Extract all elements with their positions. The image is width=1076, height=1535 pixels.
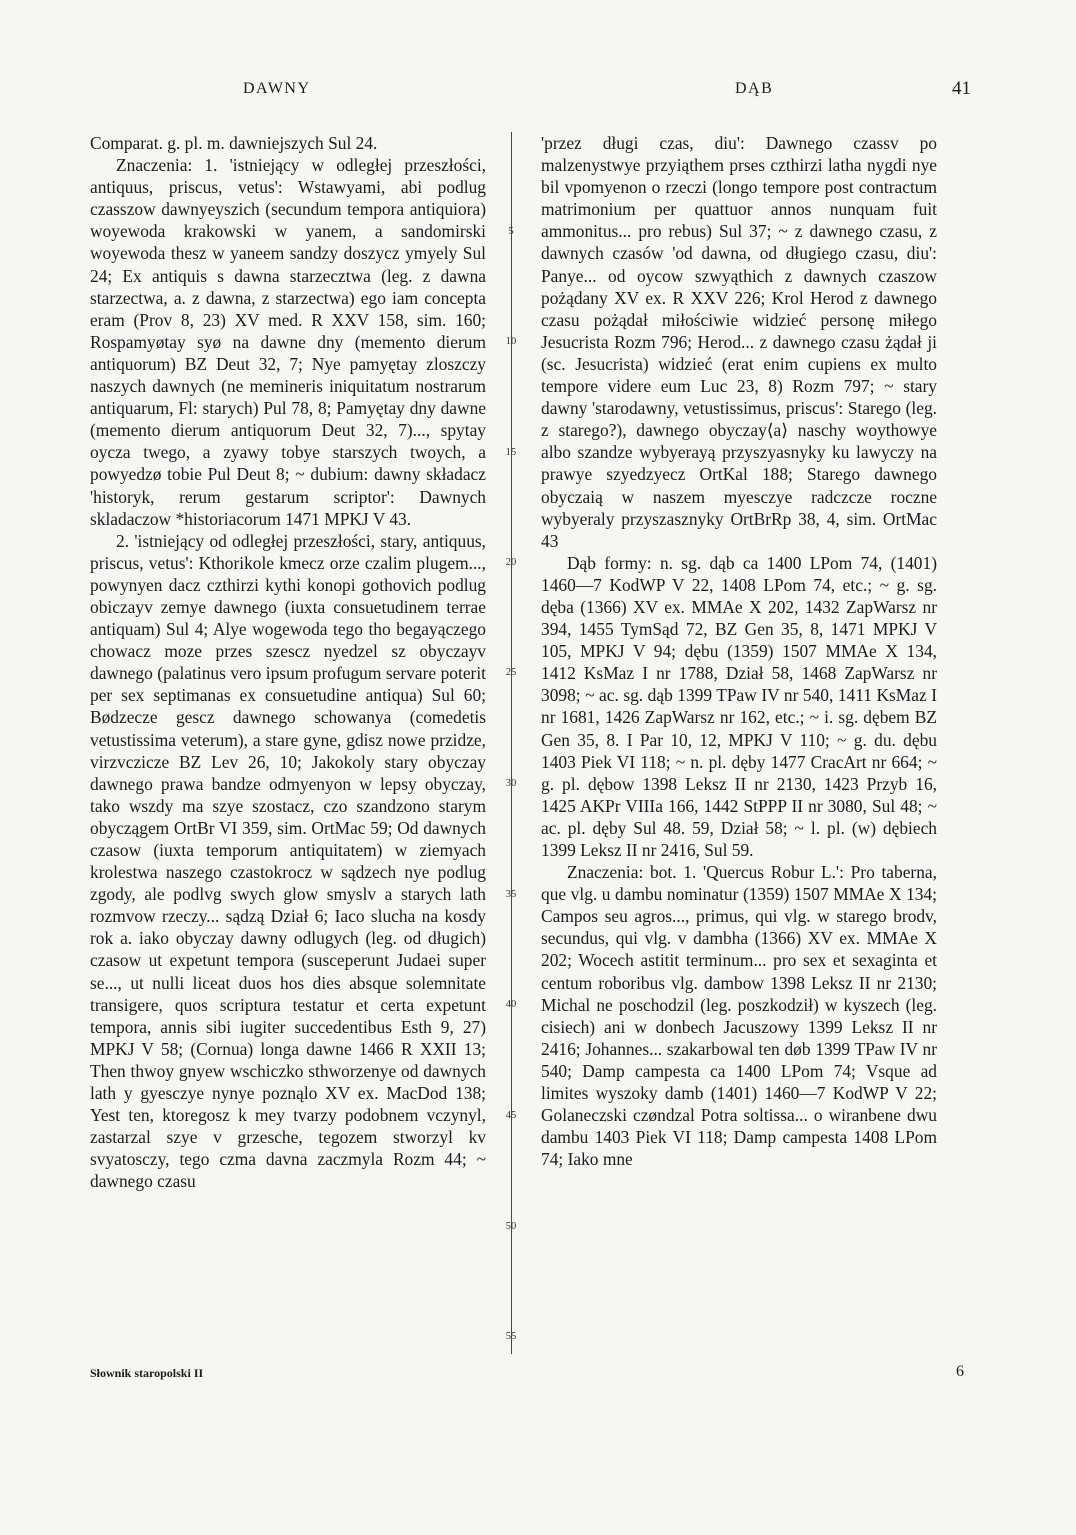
line-number: 50 — [505, 1221, 517, 1232]
entry-paragraph: 2. 'istniejący od odległej przeszłości, stary, antiquus, priscus, vetus': Kthorikole kmecz orze czalim plugem..., powynyen dacz czthirzi kythi konopi gothovich podlug obiczayv zemye dawnego (iuxta consuetudinem terrae antiquam) Sul 4; Alye wogewoda tego tho begayączego chowacz moze przes szescz nyedzel sz obyczayv dawnego (palatinus vero ipsum profugum servare poterit per sex septimanas ex consuetudine antiqua) Sul 60; Bødzecze gescz dawnego schowanya (comedetis vetustissima veterum), a stare gyne, gdisz nowe przidze, virzvczicze BZ Lev 26, 10; Jakokoly stary obyczay dawnego prawa bandze odmyenyon w lepsy obyczay, tako wszdy ma szye szostacz, czo szandzono starym obyczągem OrtBr VI 359, sim. OrtMac 59; Od dawnych czasow (iuxta temporum antiquitatem) w ziemyach krolestwa naszego czastokrocz w sądzech nye podlug zgody, ale podlvg swych glow smyslv a starych lath rozmvow rzeczy... sądzą Dział 6; Iaco slucha na kosdy rok a. iako obyczay dawny odlugych (leg. od długich) czasow ut expetunt tempora (susceperunt Judaei super se..., ut nulli liceat duos hos dies absque solemnitate transigere, quos scriptura testatur et certa expetunt tempora, annis sibi iugiter succedentibus Esth 9, 27) MPKJ V 58; (Cornua) longa dawne 1466 R XXII 13; Then thwoy gnyew wschiczko sthworzenye od dawnych lath y gyesczye nynye poznąlo XV ex. MacDod 138; Yest ten, ktoregosz k mey tvarzy podobnem vczynyl, zastarzal szye v grzesche, tegozem stworzyl kv svyatosczy, tego czma davna zaczmyla Rozm 44; ~ dawnego czasu — [90, 530, 486, 1192]
right-column — [541, 132, 937, 1170]
headword-entry-dab: Dąb formy: n. sg. dąb ca 1400 LPom 74, (1401) 1460—7 KodWP V 22, 1408 LPom 74, etc.; ~ g. sg. dęba (1366) XV ex. MMAe X 202, 1432 ZapWarsz nr 394, 1455 TymSąd 72, BZ Gen 35, 8, 1471 MPKJ V 105, MPKJ V 94; dębu (1359) 1507 MMAe X 134, 1412 KsMaz I nr 1788, Dział 58, 1468 ZapWarsz nr 3098; ~ ac. sg. dąb 1399 TPaw IV nr 540, 1411 KsMaz I nr 1681, 1426 ZapWarsz nr 162, etc.; ~ i. sg. dębem BZ Gen 35, 8. I Par 10, 12, MPKJ V 110; ~ g. du. dębu 1403 Piek VI 118; ~ n. pl. dęby 1477 CracArt nr 664; ~ g. pl. dębow 1398 Leksz II nr 2130, 1423 Przyb 16, 1425 AKPr VIIIa 166, 1442 StPPP II nr 3080, Sul 48; ~ ac. pl. dęby Sul 48. 59, Dział 58; ~ l. pl. (w) dębiech 1399 Leksz II nr 2416, Sul 59. — [541, 552, 937, 860]
footer-signature: 6 — [956, 1363, 964, 1380]
entry-paragraph: Znaczenia: bot. 1. 'Quercus Robur L.': Pro taberna, que vlg. u dambu nominatur (1359) 1507 MMAe X 134; Campos seu agros..., primus, qui vlg. w starego brodv, secundus, qui vlg. v dambha (1366) XV ex. MMAe X 202; Wocech astitit terminum... pro sex et sexaginta et centum roboribus vlg. dambow 1398 Leksz II nr 2130; Michal ne poschodzil (leg. poszkodził) w kyszech (leg. cisiech) ani w donbech Jacuszowy 1399 Leksz II nr 2416; Johannes... szakarbowal ten døb 1399 TPaw IV nr 540; Damp campesta ca 1400 LPom 74; Vsque ad limites wyszoky damb (1401) 1460—7 KodWP V 22; Golaneczski czøndzal Potra soltissa... o wiranbene dwu dambu 1403 Piek VI 118; Damp campesta 1408 LPom 74; Iako mne — [541, 862, 937, 1170]
left-column — [90, 132, 486, 1193]
line-number: 40 — [505, 999, 517, 1010]
running-head-left: DAWNY — [243, 80, 311, 97]
line-number: 35 — [505, 889, 517, 900]
page-number: 41 — [952, 78, 971, 99]
entry-paragraph: 'przez długi czas, diu': Dawnego czassv po malzenystwye przyiąthem prses czthirzi latha nygdi nye bil vpomyenon o rzeczi (longo tempore post contractum matrimonium per quattuor annos nunquam fuit ammonitus... pro rebus) Sul 37; ~ z dawnego czasu, z dawnych czasów 'od dawna, od długiego czasu, diu': Panye... od oycow szwyąthich z dawnych czaszow pożądany XV ex. R XXV 226; Krol Herod z dawnego czasu pożądał miłościwie widzieć personę miłego Jesucrista Rozm 796; Herod... z dawnego czasu żądał ji (sc. Jesucrista) widzieć (erat enim cupiens ex multo tempore videre eum Luc 23, 8) Rozm 797; ~ stary dawny 'starodawny, vetustissimus, priscus': Starego (leg. z starego?), dawnego obyczay⟨a⟩ naschy woythowye albo szandze wybyerayą przyszyasnyky ku lawyczy na prawye szyedzyecz OrtKal 188; Starego dawnego obyczaią w naszem myesczye radczcze roczne wybyeraly przyszasznyky OrtBrRp 38, 4, sim. OrtMac 43 — [541, 133, 937, 551]
line-number: 10 — [505, 336, 517, 347]
footer-title: Słownik staropolski II — [90, 1366, 204, 1380]
line-number: 25 — [505, 667, 517, 678]
running-head-right: DĄB — [735, 80, 774, 97]
line-number: 55 — [505, 1331, 517, 1342]
entry-paragraph: Comparat. g. pl. m. dawniejszych Sul 24. — [90, 133, 378, 153]
line-number: 45 — [505, 1110, 517, 1121]
column-divider — [511, 132, 512, 1354]
line-number: 5 — [508, 226, 514, 237]
entry-paragraph: Znaczenia: 1. 'istniejący w odległej przeszłości, antiquus, priscus, vetus': Wstawyami, abi podlug czasszow dawnyeyszich (secundum tempora antiquiora) woyewoda krakowski w yanem, a sandomirski woyewoda thesz w yaneem sandzy doszycz ymyely Sul 24; Ex antiquis s dawna starzecztwa (leg. z dawna starzectwa, a. z dawna, z starzectwa) ego iam concepta eram (Prov 8, 23) XV med. R XXV 158, sim. 160; Rospamyøtay syø na dawne dny (memento dierum antiquorum) BZ Deut 32, 7; Nye pamyętay zloszczy naszych dawnych (ne memineris iniquitatum nostrarum antiquarum, Fl: starych) Pul 78, 8; Pamyętay dny dawne (memento dierum antiquorum Deut 32, 7)..., spytay oycza twego, a zyawy tobye starszych twoych, a powyedzø tobie Pul Deut 8; ~ dubium: dawny składacz 'historyk, rerum gestarum scriptor': Dawnych skladaczow *historiacorum 1471 MPKJ V 43. — [90, 155, 486, 529]
line-number: 30 — [505, 778, 517, 789]
line-number: 15 — [505, 447, 517, 458]
line-number: 20 — [505, 557, 517, 568]
